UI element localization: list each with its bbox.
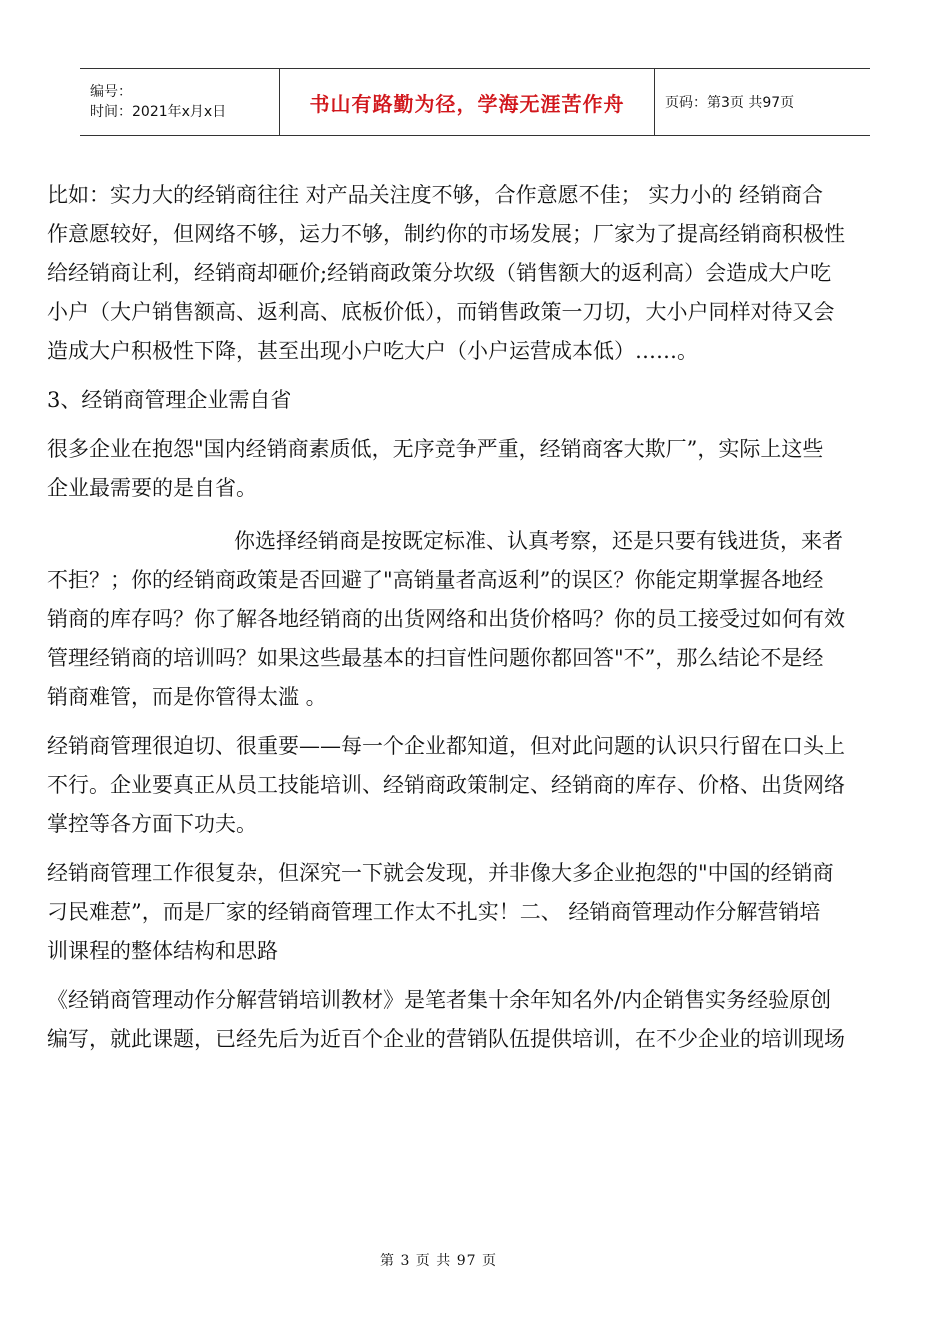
text-line: 给经销商让利，经销商却砸价;经销商政策分坎级（销售额大的返利高）会造成大户吃 [47,261,832,285]
text-line: 掌控等各方面下功夫。 [47,812,257,836]
text-line: 《经销商管理动作分解营销培训教材》是笔者集十余年知名外/内企销售实务经验原创 [47,988,832,1012]
paragraph-2 [47,430,907,508]
text-line: 刁民难惹”，而是厂家的经销商管理工作太不扎实！二、 经销商管理动作分解营销培 [47,900,821,924]
text-line: 小户（大户销售额高、返利高、底板价低），而销售政策一刀切，大小户同样对待又会 [47,300,835,324]
header-motto [280,69,655,135]
paragraph-3 [47,522,907,717]
page-footer [0,1250,950,1270]
document-time: 时间：2021年x月x日 [90,104,227,120]
text-line: 作意愿较好，但网络不够，运力不够，制约你的市场发展；厂家为了提高经销商积极性 [47,222,845,246]
document-body [47,176,907,1059]
motto-text: 书山有路勤为径，学海无涯苦作舟 [309,91,625,116]
paragraph-1 [47,176,907,371]
text-line: 不行。企业要真正从员工技能培训、经销商政策制定、经销商的库存、价格、出货网络 [47,773,845,797]
header-page-info [655,69,870,135]
text-line: 很多企业在抱怨"国内经销商素质低，无序竞争严重，经销商客大欺厂”，实际上这些 [47,437,824,461]
text-line: 销商难管，而是你管得太滥 。 [47,685,327,709]
page-header [80,68,870,136]
text-line: 造成大户积极性下降，甚至出现小户吃大户（小户运营成本低）……。 [47,339,698,363]
text-line: 比如：实力大的经销商往往 对产品关注度不够，合作意愿不佳； 实力小的 经销商合 [47,183,824,207]
text-line: 你选择经销商是按既定标准、认真考察，还是只要有钱进货，来者 [234,529,843,553]
footer-page-number: 第 3 页 共 97 页 [380,1253,497,1269]
header-meta [80,69,280,135]
paragraph-4 [47,727,907,844]
document-number-label: 编号： [90,84,132,100]
text-line: 销商的库存吗？你了解各地经销商的出货网络和出货价格吗？你的员工接受过如何有效 [47,607,845,631]
paragraph-6 [47,981,907,1059]
text-line: 企业最需要的是自省。 [47,476,257,500]
paragraph-5 [47,854,907,971]
text-line: 不拒？；你的经销商政策是否回避了"高销量者高返利”的误区？你能定期掌握各地经 [47,568,824,592]
page-info-text: 页码：第3页 共97页 [665,95,795,111]
text-line: 编写，就此课题，已经先后为近百个企业的营销队伍提供培训，在不少企业的培训现场 [47,1027,845,1051]
section-heading: 3、经销商管理企业需自省 [47,388,292,412]
text-line: 经销商管理很迫切、很重要——每一个企业都知道，但对此问题的认识只行留在口头上 [47,734,845,758]
text-line: 训课程的整体结构和思路 [47,939,278,963]
text-line: 管理经销商的培训吗？如果这些最基本的扫盲性问题你都回答"不”，那么结论不是经 [47,646,824,670]
text-line: 经销商管理工作很复杂，但深究一下就会发现，并非像大多企业抱怨的"中国的经销商 [47,861,834,885]
